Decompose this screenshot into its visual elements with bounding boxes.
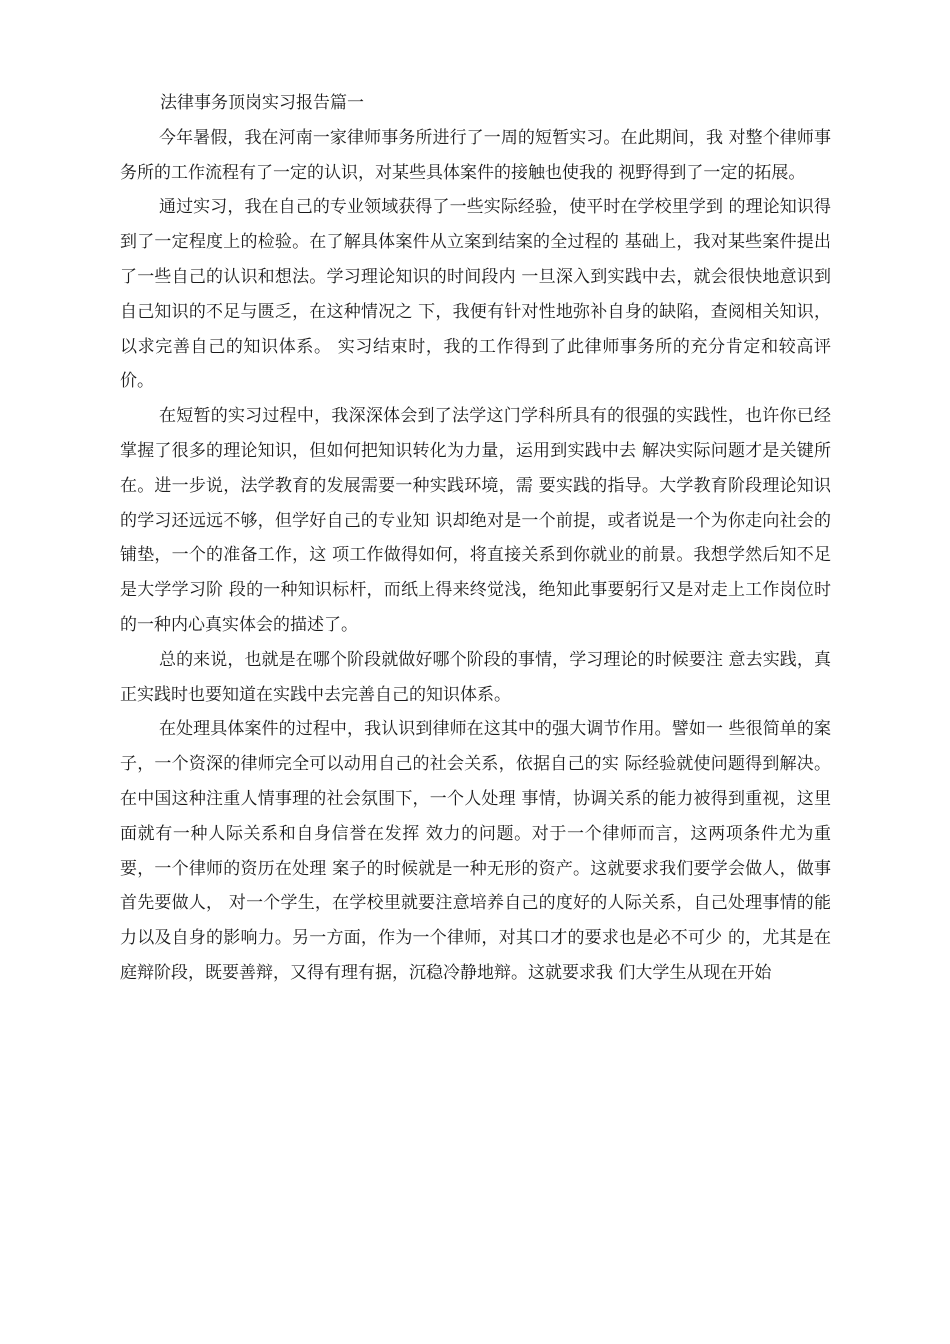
paragraph-lawyer-role: 在处理具体案件的过程中，我认识到律师在这其中的强大调节作用。譬如一 些很简单的案子，一个资深的律师完全可以动用自己的社会关系，依据自己的实 际经验就使问题得到解决。在中国这种注重人情事理的社会氛围下，一个人处理 事情，协调关系的能力被得到重视，这里面就有一种人际关系和自身信誉在发挥 效力的问题。对于一个律师而言，这两项条件尤为重要，一个律师的资历在处理 案子的时候就是一种无形的资产。这就要求我们要学会做人，做事首先要做人， 对一个学生，在学校里就要注意培养自己的度好的人际关系，自己处理事情的能 力以及自身的影响力。另一方面，作为一个律师，对其口才的要求也是必不可少 的，尤其是在庭辩阶段，既要善辩，又得有理有据，沉稳冷静地辩。这就要求我 们大学生从现在开始 [120,719,831,983]
paragraph-summary: 总的来说，也就是在哪个阶段就做好哪个阶段的事情，学习理论的时候要注 意去实践，真正实践时也要知道在实践中去完善自己的知识体系。 [120,649,831,705]
document-title: 法律事务顶岗实习报告篇一 [160,93,364,113]
paragraph-practice: 在短暂的实习过程中，我深深体会到了法学这门学科所具有的很强的实践性，也许你已经掌握了很多的理论知识，但如何把知识转化为力量，运用到实践中去 解决实际问题才是关键所在。进一步说，法学教育的发展需要一种实践环境，需 要实践的指导。大学教育阶段理论知识的学习还远远不够，但学好自己的专业知 识却绝对是一个前提，或者说是一个为你走向社会的铺垫，一个的准备工作，这 项工作做得如何，将直接关系到你就业的前景。我想学然后知不足是大学学习阶 段的一种知识标杆，而纸上得来终觉浅，绝知此事要躬行又是对走上工作岗位时 的一种内心真实体会的描述了。 [120,406,831,635]
paragraph-intro: 今年暑假，我在河南一家律师事务所进行了一周的短暂实习。在此期间，我 对整个律师事务所的工作流程有了一定的认识，对某些具体案件的接触也使我的 视野得到了一定的拓展。 [120,127,831,183]
document-page [120,86,831,991]
paragraph-experience: 通过实习，我在自己的专业领域获得了一些实际经验，使平时在学校里学到 的理论知识得到了一定程度上的检验。在了解具体案件从立案到结案的全过程的 基础上，我对某些案件提出了一些自己的认识和想法。学习理论知识的时间段内 一旦深入到实践中去，就会很快地意识到自己知识的不足与匮乏，在这种情况之 下，我便有针对性地弥补自身的缺陷，查阅相关知识，以求完善自己的知识体系。 实习结束时，我的工作得到了此律师事务所的充分肯定和较高评价。 [120,197,831,392]
